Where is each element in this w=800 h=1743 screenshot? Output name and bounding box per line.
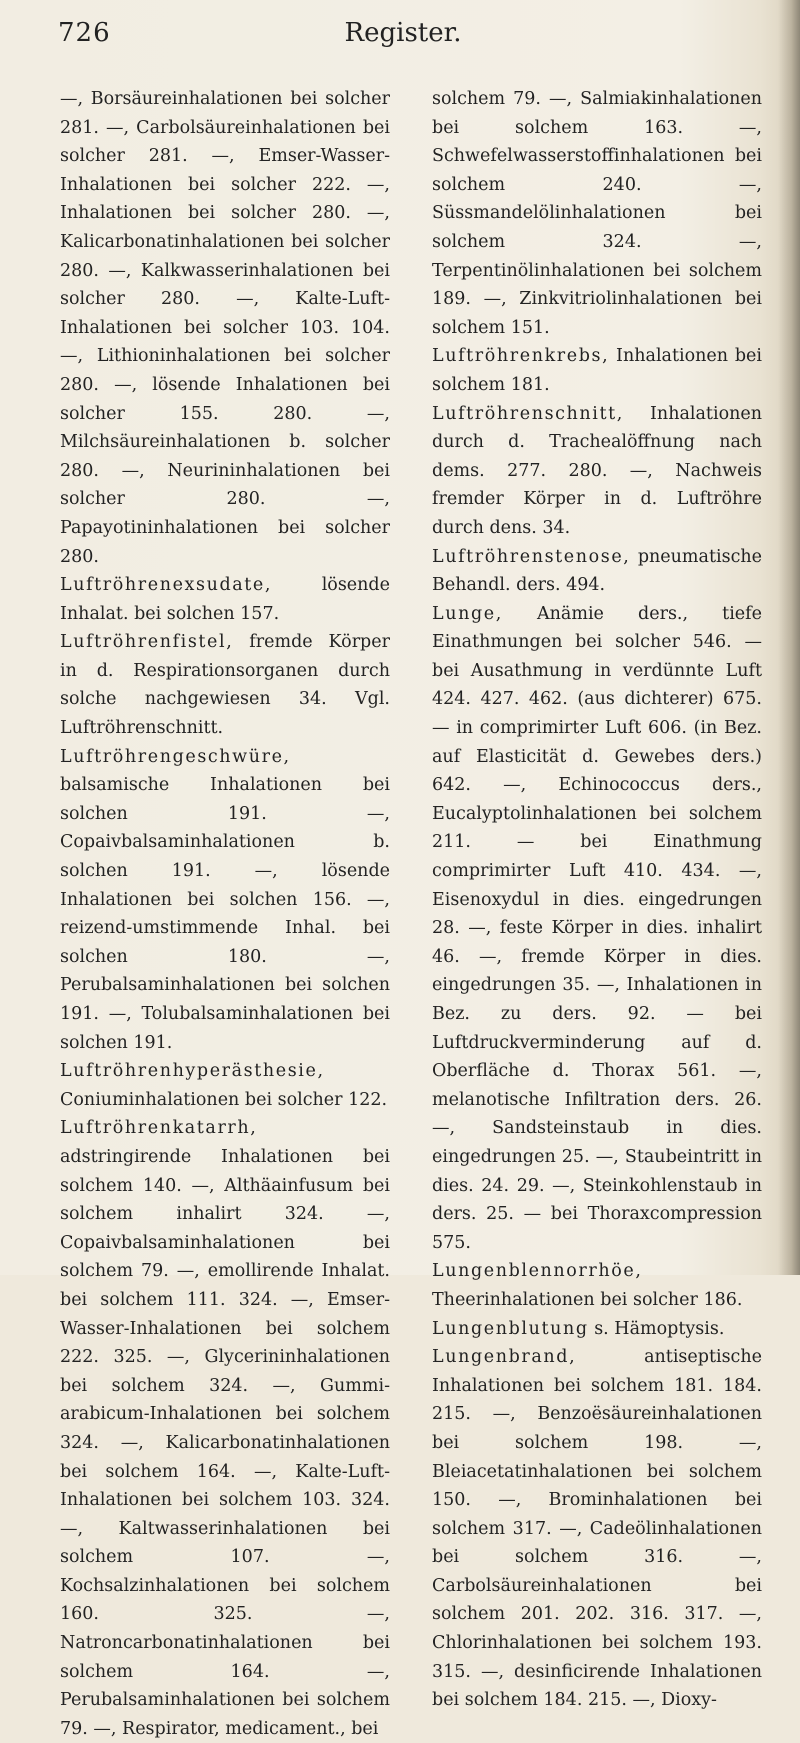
index-entry [432, 1257, 762, 1314]
index-entry-text: Inhalationen durch d. Trachealöffnung nach dems. 277. 280. —, Nachweis fremder Körper in d. Luftröhre durch dens. 34. [432, 403, 762, 538]
page-edge-shadow [778, 0, 800, 1275]
index-entry [60, 743, 390, 1058]
index-entry [432, 400, 762, 543]
index-entry-headword: Luftröhrenstenose, [432, 546, 631, 567]
page-number: 726 [58, 18, 111, 48]
index-entry [60, 85, 390, 571]
index-entry-text: —, Borsäureinhalationen bei solcher 281. —, Carbolsäureinhalationen bei solcher 281. —, Emser-Wasser-Inhalationen bei solcher 222. —, Inhalationen bei solcher 280. —, Kalicarbonatinhalationen bei solcher 280. —, Kalkwasserinhalationen bei solcher 280. —, Kalte-Luft-Inhalationen bei solcher 103. 104. —, Lithioninhalationen bei solcher 280. —, lösende Inhalationen bei solcher 155. 280. —, Milchsäureinhalationen b. solcher 280. —, Neurininhalationen bei solcher 280. —, Papayotininhalationen bei solcher 280. [60, 89, 390, 567]
page-header [58, 18, 748, 58]
index-entry-headword: Luftröhrenfistel, [60, 632, 234, 653]
index-entry-text: balsamische Inhalationen bei solchen 191. —, Copaivbalsaminhalationen b. solchen 191. —, lösende Inhalationen bei solchen 156. —, reizend-umstimmende Inhal. bei solchen 180. —, Perubalsaminhalationen bei solchen 191. —, Tolubalsaminhalationen bei solchen 191. [60, 775, 390, 1053]
index-entry [60, 571, 390, 628]
index-entry [432, 85, 762, 342]
index-entry-headword: Luftröhrengeschwüre, [60, 746, 291, 767]
index-column-left [60, 85, 390, 1743]
index-entry-headword: Luftröhrenkrebs, [432, 346, 610, 367]
index-entry-text: fremde Körper in d. Respirationsorganen durch solche nachgewiesen 34. Vgl. Luftröhrenschnitt. [60, 632, 390, 739]
index-entry-headword: Lunge, [432, 603, 503, 624]
index-entry [432, 1343, 762, 1715]
index-entry-headword: Lungenblutung [432, 1318, 589, 1339]
index-entry [60, 628, 390, 742]
index-column-right [432, 85, 762, 1715]
index-entry [432, 600, 762, 1258]
index-entry-text: solchem 79. —, Salmiakinhalationen bei solchem 163. —, Schwefelwasserstoffinhalationen bei solchem 240. —, Süssmandelölinhalationen bei solchem 324. —, Terpentinölinhalationen bei solchem 189. —, Zinkvitriolinhalationen bei solchem 151. [432, 89, 762, 338]
running-title: Register. [344, 18, 462, 48]
index-entry-text: Theerinhalationen bei solcher 186. [432, 1289, 743, 1310]
index-entry-text: Inhalationen bei solchem 181. [432, 346, 762, 395]
index-entry [432, 1315, 762, 1344]
index-entry [432, 543, 762, 600]
index-entry [60, 1114, 390, 1743]
index-entry-text: Anämie ders., tiefe Einathmungen bei solcher 546. — bei Ausathmung in verdünnte Luft 424. 427. 462. (aus dichterer) 675. — in comprimirter Luft 606. (in Bez. auf Elasticität d. Gewebes ders.) 642. —, Echinococcus ders., Eucalyptolinhalationen bei solchem 211. — bei Einathmung comprimirter Luft 410. 434. —, Eisenoxydul in dies. eingedrungen 28. —, feste Körper in dies. inhalirt 46. —, fremde Körper in dies. eingedrungen 35. —, Inhalationen in Bez. zu ders. 92. — bei Luftdruckverminderung auf d. Oberfläche d. Thorax 561. —, melanotische Infiltration ders. 26. —, Sandsteinstaub in dies. eingedrungen 25. —, Staubeintritt in dies. 24. 29. —, Steinkohlenstaub in ders. 25. — bei Thoraxcompression 575. [432, 603, 762, 1253]
index-entry-headword: Lungenbrand, [432, 1347, 577, 1368]
index-entry [60, 1057, 390, 1114]
index-entry-text: s. Hämoptysis. [588, 1318, 725, 1339]
index-entry-text: adstringirende Inhalationen bei solchem 140. —, Althäainfusum bei solchem inhalirt 324. —, Copaivbalsaminhalationen bei solchem 79. —, emollirende Inhalat. bei solchem 111. 324. —, Emser-Wasser-Inhalationen bei solchem 222. 325. —, Glycerininhalationen bei solchem 324. —, Gummi-arabicum-Inhalationen bei solchem 324. —, Kalicarbonatinhalationen bei solchem 164. —, Kalte-Luft-Inhalationen bei solchem 103. 324. —, Kaltwasserinhalationen bei solchem 107. —, Kochsalzinhalationen bei solchem 160. 325. —, Natroncarbonatinhalationen bei solchem 164. —, Perubalsaminhalationen bei solchem 79. —, Respirator, medicament., bei [60, 1146, 390, 1739]
index-entry-headword: Luftröhrenkatarrh, [60, 1118, 258, 1139]
index-entry-headword: Luftröhrenschnitt, [432, 403, 624, 424]
index-entry-headword: Luftröhrenhyperästhesie, [60, 1061, 325, 1082]
index-entry-text: Coniuminhalationen bei solcher 122. [60, 1089, 388, 1110]
index-entry-headword: Luftröhrenexsudate, [60, 575, 273, 596]
index-entry [432, 342, 762, 399]
index-entry-headword: Lungenblennorrhöe, [432, 1261, 643, 1282]
index-entry-text: antiseptische Inhalationen bei solchem 181. 184. 215. —, Benzoësäureinhalationen bei solchem 198. —, Bleiacetatinhalationen bei solchem 150. —, Brominhalationen bei solchem 317. —, Cadeölinhalationen bei solchem 316. —, Carbolsäureinhalationen bei solchem 201. 202. 316. 317. —, Chlorinhalationen bei solchem 193. 315. —, desinficirende Inhalationen bei solchem 184. 215. —, Dioxy- [432, 1347, 762, 1711]
index-entry-text: lösende Inhalat. bei solchen 157. [60, 575, 390, 624]
index-entry-text: pneumatische Behandl. ders. 494. [432, 546, 762, 596]
